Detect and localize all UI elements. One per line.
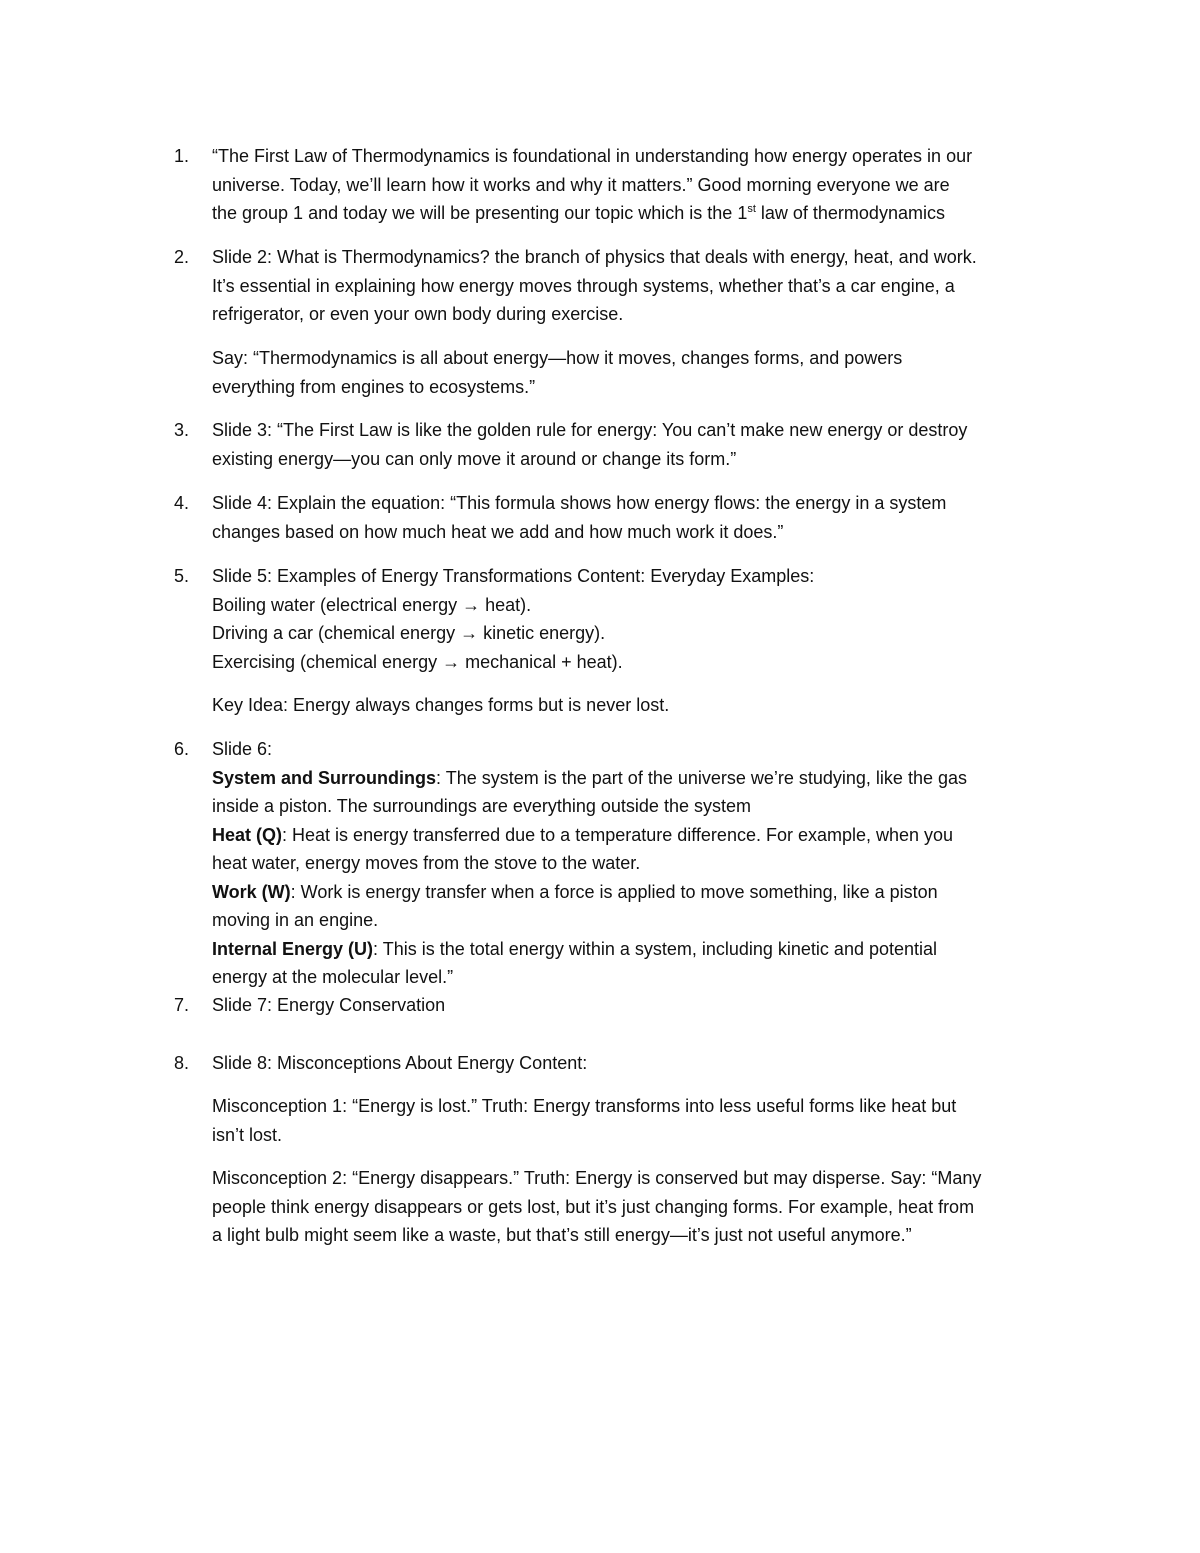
list-number: 7.: [174, 995, 190, 1015]
list-text: [212, 1049, 1072, 1078]
text-line: existing energy—you can only move it around or change its form.”: [212, 448, 737, 469]
term-label: Work (W): [212, 881, 291, 902]
term-separator: :: [282, 824, 288, 845]
text-line: [212, 199, 1072, 228]
superscript: st: [747, 203, 756, 215]
list-number: 6.: [174, 739, 190, 759]
definition-text: Heat is energy transferred due to a temperature difference. For example, when you: [287, 824, 954, 845]
text-line: Boiling water (electrical energy → heat).: [212, 594, 532, 615]
text-line: Slide 6:: [212, 739, 273, 759]
text-line: universe. Today, we’ll learn how it works and why it matters.” Good morning everyone we are: [212, 174, 950, 195]
list-text: [212, 735, 1072, 992]
text-line: refrigerator, or even your own body during exercise.: [212, 304, 624, 324]
list-text: [212, 991, 1072, 1020]
list-number: 3.: [174, 420, 190, 440]
text-line: moving in an engine.: [212, 910, 379, 930]
text-line: changes based on how much heat we add and how much work it does.”: [212, 521, 784, 542]
definition-text: This is the total energy within a system, including kinetic and potential: [378, 938, 938, 959]
term-label: Heat (Q): [212, 824, 283, 845]
text-line: Slide 4: Explain the equation: “This formula shows how energy flows: the energy in a system: [212, 493, 947, 513]
misconception-1-paragraph: [212, 1092, 1072, 1149]
text-line: Slide 5: Examples of Energy Transformations Content: Everyday Examples:: [212, 566, 815, 586]
misconception-2-paragraph: [212, 1164, 1072, 1250]
list-number: 8.: [174, 1053, 190, 1073]
text-line: isn’t lost.: [212, 1124, 283, 1145]
text-line: Key Idea: Energy always changes forms but is never lost.: [212, 695, 670, 715]
list-text: [212, 142, 1072, 228]
text-line: a light bulb might seem like a waste, but that’s still energy—it’s just not useful anymore.”: [212, 1225, 912, 1245]
term-separator: :: [373, 938, 379, 959]
text-line: Exercising (chemical energy → mechanical + heat).: [212, 651, 623, 672]
text-line: Misconception 1: “Energy is lost.” Truth: Energy transforms into less useful forms like heat but: [212, 1096, 957, 1116]
text-line: Slide 3: “The First Law is like the golden rule for energy: You can’t make new energy or destroy: [212, 420, 968, 440]
list-number: 5.: [174, 566, 190, 586]
text-run: law of thermodynamics: [755, 203, 945, 223]
definition-line: [212, 878, 1072, 907]
term-separator: :: [436, 767, 442, 788]
term-separator: :: [290, 881, 296, 902]
list-text: [212, 243, 1072, 329]
text-line: Driving a car (chemical energy → kinetic energy).: [212, 623, 606, 643]
list-number: 2.: [174, 247, 190, 267]
text-line: Slide 8: Misconceptions About Energy Content:: [212, 1053, 588, 1073]
definition-line: [212, 764, 1072, 793]
term-label: System and Surroundings: [212, 767, 437, 788]
text-line: energy at the molecular level.”: [212, 967, 454, 987]
key-idea-paragraph: [212, 691, 1072, 720]
list-number: 4.: [174, 493, 190, 513]
text-run: the group 1 and today we will be presenting our topic which is the 1: [212, 203, 748, 223]
text-line: Say: “Thermodynamics is all about energy—how it moves, changes forms, and powers: [212, 348, 903, 368]
text-line: Misconception 2: “Energy disappears.” Truth: Energy is conserved but may disperse. Say: “Many: [212, 1168, 982, 1188]
text-line: inside a piston. The surroundings are everything outside the system: [212, 796, 751, 816]
list-text: [212, 562, 1072, 676]
text-line: Slide 2: What is Thermodynamics? the branch of physics that deals with energy, heat, and work.: [212, 247, 977, 267]
text-line: Slide 7: Energy Conservation: [212, 995, 446, 1015]
list-text: [212, 416, 1072, 473]
term-label: Internal Energy (U): [212, 938, 374, 959]
list-number: 1.: [174, 146, 190, 166]
text-line: people think energy disappears or gets lost, but it’s just changing forms. For example, heat from: [212, 1196, 975, 1217]
definition-text: Work is energy transfer when a force is applied to move something, like a piston: [295, 881, 938, 902]
definition-line: [212, 935, 1072, 964]
text-line: everything from engines to ecosystems.”: [212, 376, 536, 397]
text-line: heat water, energy moves from the stove to the water.: [212, 853, 641, 873]
definition-line: [212, 821, 1072, 850]
definition-text: The system is the part of the universe we’re studying, like the gas: [441, 767, 967, 788]
text-line: “The First Law of Thermodynamics is foundational in understanding how energy operates in our: [212, 146, 973, 166]
say-paragraph: [212, 344, 1072, 401]
list-text: [212, 489, 1072, 546]
text-line: It’s essential in explaining how energy moves through systems, whether that’s a car engine, a: [212, 275, 955, 296]
